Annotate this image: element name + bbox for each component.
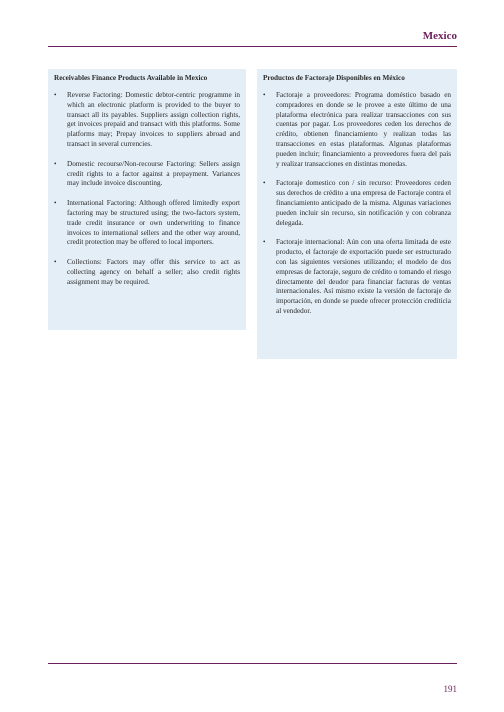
spanish-products-box [257, 69, 457, 359]
list-item: • Domestic recourse/Non-recourse Factoring: Sellers assign credit rights to a factor against a prepayment. Variances may include invoice discounting. [54, 159, 240, 188]
bullet-icon: • [54, 91, 57, 99]
bullet-icon: • [54, 199, 57, 208]
list-item: • Factoraje domestico con / sin recurso: Proveedores ceden sus derechos de crédito a una empresa de Factoraje contra el financiamiento anticipado de la misma. Algunas variaciones pueden incluir sin recurso, sin notificación y con cobranza delegada. [263, 179, 451, 227]
page-number: 191 [443, 684, 457, 694]
list-item: • Factoraje a proveedores: Programa doméstico basado en compradores en donde se le provee a este último de una plataforma electrónica para realizar transacciones con sus cuentas por pagar. Los proveedores ceden los derechos de crédito, obtienen financiamiento y realizan todas las transacciones en estas plataformas. Algunas plataformas pueden incluir; financiamiento a proveedores fuera del país y realizar transacciones en distintas monedas. [263, 91, 451, 168]
bullet-icon: • [263, 238, 266, 247]
english-products-box [48, 69, 246, 330]
bullet-icon: • [54, 258, 57, 267]
list-item: • Reverse Factoring: Domestic debtor-centric programme in which an electronic platform is provided to the buyer to transact all its payables. Suppliers assign collection rights, get invoices prepaid and transact with this platforms. Some platforms may; Prepay invoices to suppliers abroad and transact in several currencies. [54, 91, 240, 148]
list-item: • Collections: Factors may offer this service to act as collecting agency on behalf a seller; also credit rights assignment may be required. [54, 258, 240, 286]
page-header-title: Mexico [422, 30, 457, 42]
bullet-icon: • [263, 179, 266, 188]
header-rule [48, 46, 457, 47]
bullet-icon: • [54, 159, 57, 168]
english-box-title: Receivables Finance Products Available in Mexico [54, 74, 208, 82]
list-item: • International Factoring: Although offered limitedly export factoring may be structured using; the two-factors system, trade credit insurance or own underwriting to finance invoices to international sellers and the other way around, credit protection may be offered to local importers. [54, 199, 240, 247]
spanish-product-list [263, 91, 451, 317]
spanish-box-title: Productos de Factoraje Disponibles en México [263, 74, 405, 82]
bullet-icon: • [263, 91, 266, 99]
footer-rule [48, 663, 457, 664]
english-product-list [54, 91, 240, 288]
list-item: • Factoraje internacional: Aún con una oferta limitada de este producto, el factoraje de exportación puede ser estructurado con las siguientes versiones utilizando; el modelo de dos empresas de factoraje, seguro de crédito o tomando el riesgo directamente del deudor para financiar facturas de ventas internacionales. Así mismo existe la versión de factoraje de importación, en donde se puede ofrecer protección crediticia al vendedor. [263, 238, 451, 315]
